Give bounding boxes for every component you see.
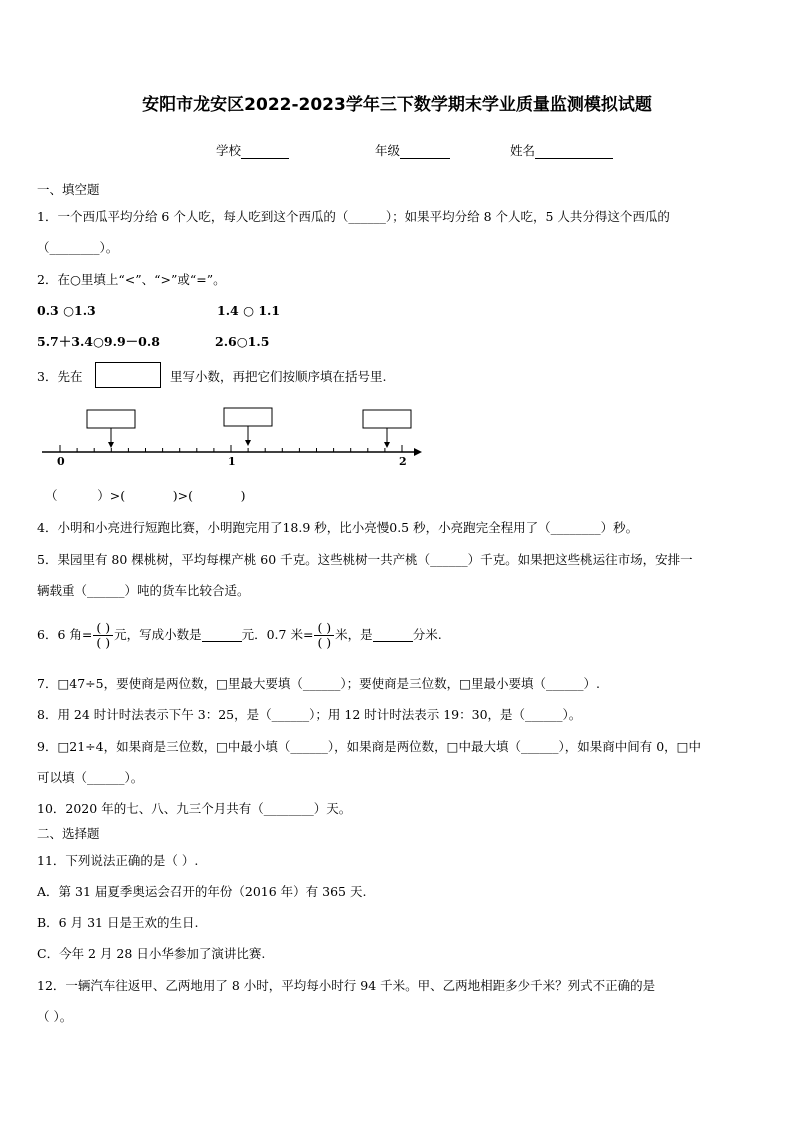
school-field xyxy=(216,141,289,159)
question-1-line-2: （________）。 xyxy=(37,240,119,255)
question-1-line-1: 1．一个西瓜平均分给 6 个人吃，每人吃到这个西瓜的（______）；如果平均分给 8 个人吃，5 人共分得这个西瓜的 xyxy=(37,209,670,224)
question-11-option-a[interactable]: A．第 31 届夏季奥运会召开的年份（2016 年）有 365 天. xyxy=(37,884,367,899)
tick-label-0: 0 xyxy=(57,455,65,468)
name-blank[interactable] xyxy=(535,145,613,159)
name-field xyxy=(510,141,613,159)
blank-line[interactable] xyxy=(202,629,242,642)
name-label: 姓名 xyxy=(510,143,536,158)
question-6 xyxy=(37,620,442,650)
question-3-post: 里写小数，再把它们按顺序填在括号里. xyxy=(170,369,387,384)
question-2-item-a: 0.3 ○1.3 xyxy=(37,303,96,318)
fraction-2-numerator: ( ) xyxy=(314,621,334,636)
blank-line[interactable] xyxy=(373,629,413,642)
tick-label-1: 1 xyxy=(228,455,236,468)
question-10: 10．2020 年的七、八、九三个月共有（________）天。 xyxy=(37,801,352,816)
question-9-line-1: 9．□21÷4，如果商是三位数，□中最小填（______），如果商是两位数，□中最大填（______），如果商中间有 0，□中 xyxy=(37,739,701,754)
question-9-line-2: 可以填（______）。 xyxy=(37,770,144,785)
grade-blank[interactable] xyxy=(400,145,450,159)
question-11-option-b[interactable]: B．6 月 31 日是王欢的生日. xyxy=(37,915,199,930)
number-line xyxy=(0,400,794,470)
question-8: 8．用 24 时计时法表示下午 3：25，是（______）；用 12 时计时法表示 19：30，是（______）。 xyxy=(37,707,582,722)
fraction-1[interactable] xyxy=(93,621,113,650)
question-6-part-3: 元．0.7 米= xyxy=(241,627,314,642)
answer-box-3[interactable] xyxy=(363,410,411,428)
fraction-2-denominator: ( ) xyxy=(317,634,332,650)
arrow-down-icon xyxy=(245,440,251,446)
question-12-line-1: 12．一辆汽车往返甲、乙两地用了 8 小时，平均每小时行 94 千米。甲、乙两地相距多少千米？列式不正确的是 xyxy=(37,978,656,993)
answer-box-2[interactable] xyxy=(224,408,272,426)
question-2-stem: 2．在○里填上“<”、“>”或“=”。 xyxy=(37,272,226,287)
tick-label-2: 2 xyxy=(399,455,407,468)
question-5-line-1: 5．果园里有 80 棵桃树，平均每棵产桃 60 千克。这些桃树一共产桃（______）千克。如果把这些桃运往市场，安排一 xyxy=(37,552,693,567)
arrow-down-icon xyxy=(108,442,114,448)
question-3-answer: （ ）>( )>( ) xyxy=(45,488,246,503)
arrow-down-icon xyxy=(384,442,390,448)
grade-label: 年级 xyxy=(375,143,401,158)
question-2-item-b: 1.4 ○ 1.1 xyxy=(217,303,281,318)
question-4: 4．小明和小亮进行短跑比赛，小明跑完用了18.9 秒，比小亮慢0.5 秒，小亮跑完全程用了（________）秒。 xyxy=(37,520,639,535)
question-2-item-d: 2.6○1.5 xyxy=(215,334,270,349)
question-6-part-1: 6．6 角= xyxy=(37,627,93,642)
fraction-1-numerator: ( ) xyxy=(93,621,113,636)
answer-box-1[interactable] xyxy=(87,410,135,428)
section-multiple-choice: 二、选择题 xyxy=(37,826,100,841)
question-6-part-2: 元，写成小数是 xyxy=(114,627,202,642)
axis-arrow-icon xyxy=(414,448,422,456)
fraction-2[interactable] xyxy=(314,621,334,650)
question-2-item-c: 5.7＋3.4○9.9－0.8 xyxy=(37,334,160,349)
question-11-option-c[interactable]: C．今年 2 月 28 日小华参加了演讲比赛. xyxy=(37,946,266,961)
question-12-line-2: （ ）。 xyxy=(37,1009,73,1024)
question-5-line-2: 辆载重（______）吨的货车比较合适。 xyxy=(37,583,250,598)
question-11-stem: 11．下列说法正确的是（ ）. xyxy=(37,853,199,868)
grade-field xyxy=(375,141,450,159)
school-label: 学校 xyxy=(216,143,242,158)
question-7: 7．□47÷5，要使商是两位数，□里最大要填（______）；要使商是三位数，□里最小要填（______）. xyxy=(37,676,600,691)
question-6-part-5: 分米. xyxy=(412,627,442,642)
question-6-part-4: 米，是 xyxy=(335,627,373,642)
school-blank[interactable] xyxy=(241,145,289,159)
section-fill-blank: 一、填空题 xyxy=(37,182,100,197)
question-3-sample-box xyxy=(95,362,161,388)
question-3-pre: 3．先在 xyxy=(37,369,83,384)
page-title: 安阳市龙安区2022-2023学年三下数学期末学业质量监测模拟试题 xyxy=(142,95,652,115)
fraction-1-denominator: ( ) xyxy=(96,634,111,650)
